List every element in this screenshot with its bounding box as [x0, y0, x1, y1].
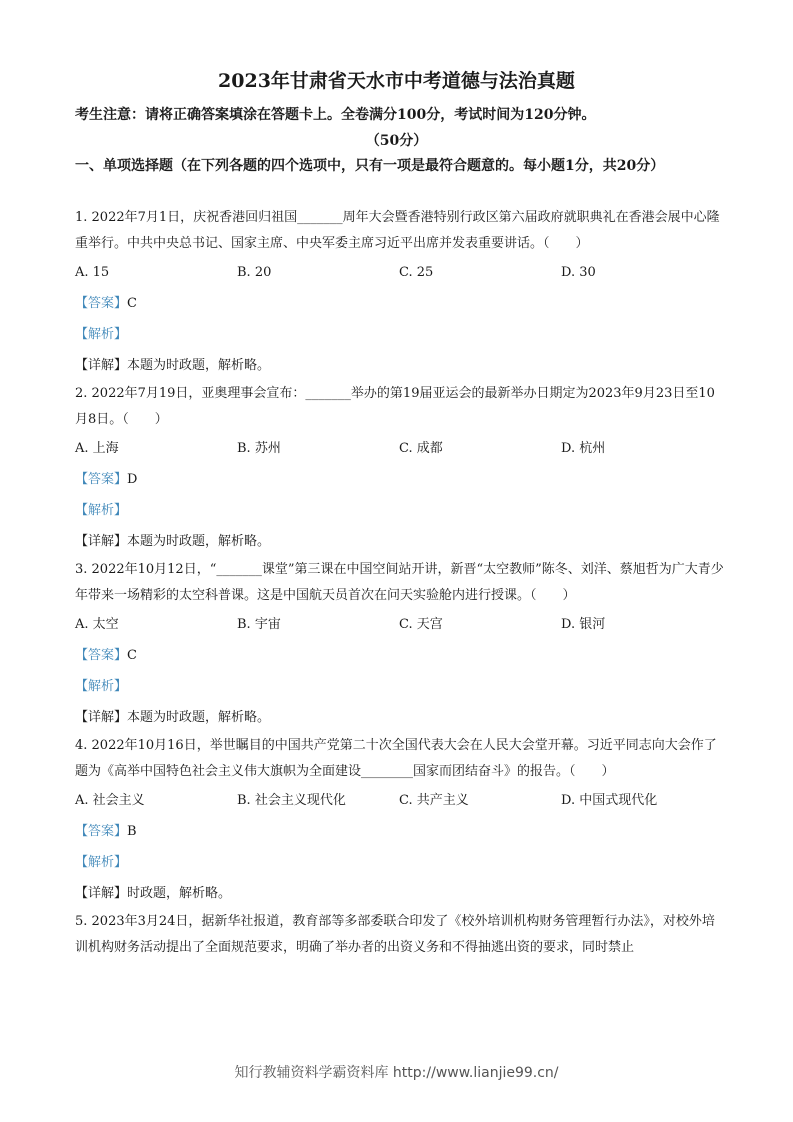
option-a: A. 15: [75, 265, 110, 280]
detail-row: [75, 878, 725, 909]
exam-notice: 考生注意：请将正确答案填涂在答题卡上。全卷满分100分，考试时间为120分钟。: [75, 107, 596, 123]
options-row: [75, 609, 725, 640]
answer-value: D: [127, 472, 138, 487]
section-score: （50分）: [365, 133, 428, 149]
option-c: C. 共产主义: [399, 793, 469, 808]
analysis-row: [75, 495, 725, 526]
option-a: A. 太空: [75, 617, 119, 632]
detail-label: 【详解】: [75, 886, 128, 901]
answer-label: 【答案】: [75, 648, 128, 663]
detail-row: [75, 526, 725, 557]
option-b: B. 宇宙: [237, 617, 281, 632]
analysis-label: 【解析】: [75, 679, 128, 694]
question-2: [75, 381, 725, 557]
option-c: C. 天宫: [399, 617, 443, 632]
detail-text: 本题为时政题，解析略。: [127, 710, 271, 725]
option-d: D. 30: [561, 265, 596, 280]
detail-text: 本题为时政题，解析略。: [127, 534, 271, 549]
question-stem: 5. 2023年3月24日，据新华社报道，教育部等多部委联合印发了《校外培训机构财务管理暂行办法》，对校外培训机构财务活动提出了全面规范要求，明确了举办者的出资义务和不得抽逃出资的要求，同时禁止: [75, 914, 715, 955]
answer-label: 【答案】: [75, 296, 128, 311]
answer-value: C: [127, 648, 137, 663]
option-d: D. 中国式现代化: [561, 793, 658, 808]
option-d: D. 银河: [561, 617, 606, 632]
options-row: [75, 433, 725, 464]
option-a: A. 社会主义: [75, 793, 145, 808]
question-5: [75, 909, 725, 961]
detail-label: 【详解】: [75, 358, 128, 373]
answer-row: [75, 816, 725, 847]
answer-value: B: [127, 824, 137, 839]
analysis-row: [75, 319, 725, 350]
question-1: [75, 205, 725, 381]
answer-row: [75, 288, 725, 319]
answer-label: 【答案】: [75, 472, 128, 487]
detail-text: 时政题，解析略。: [127, 886, 232, 901]
question-4: [75, 733, 725, 909]
option-c: C. 成都: [399, 441, 443, 456]
detail-label: 【详解】: [75, 710, 128, 725]
question-stem: 1. 2022年7月1日，庆祝香港回归祖国_______周年大会暨香港特别行政区第六届政府就职典礼在香港会展中心隆重举行。中共中央总书记、国家主席、中央军委主席习近平出席并发表重要讲话。（ ）: [75, 210, 720, 251]
answer-value: C: [127, 296, 137, 311]
detail-row: [75, 350, 725, 381]
answer-row: [75, 640, 725, 671]
detail-row: [75, 702, 725, 733]
page-title: 2023年甘肃省天水市中考道德与法治真题: [218, 70, 575, 92]
question-stem: 3. 2022年10月12日，“_______课堂”第三课在中国空间站开讲，新晋“太空教师”陈冬、刘洋、蔡旭哲为广大青少年带来一场精彩的太空科普课。这是中国航天员首次在问天实验舱内进行授课。（ ）: [75, 562, 724, 603]
analysis-label: 【解析】: [75, 503, 128, 518]
question-stem: 4. 2022年10月16日，举世瞩目的中国共产党第二十次全国代表大会在人民大会堂开幕。习近平同志向大会作了题为《高举中国特色社会主义伟大旗帜为全面建设________国家而团结奋斗》的报告。（ ）: [75, 738, 717, 779]
answer-row: [75, 464, 725, 495]
options-row: [75, 785, 725, 816]
analysis-label: 【解析】: [75, 855, 128, 870]
section-heading: 一、单项选择题（在下列各题的四个选项中，只有一项是最符合题意的。每小题1分，共20分）: [75, 158, 665, 174]
option-b: B. 社会主义现代化: [237, 793, 346, 808]
analysis-label: 【解析】: [75, 327, 128, 342]
options-row: [75, 257, 725, 288]
option-d: D. 杭州: [561, 441, 606, 456]
detail-label: 【详解】: [75, 534, 128, 549]
analysis-row: [75, 847, 725, 878]
option-a: A. 上海: [75, 441, 119, 456]
footer-watermark: 知行教辅资料学霸资料库 http://www.lianjie99.cn/: [234, 1065, 559, 1081]
option-b: B. 苏州: [237, 441, 281, 456]
option-b: B. 20: [237, 265, 272, 280]
option-c: C. 25: [399, 265, 434, 280]
detail-text: 本题为时政题，解析略。: [127, 358, 271, 373]
answer-label: 【答案】: [75, 824, 128, 839]
question-list: [75, 205, 725, 961]
question-3: [75, 557, 725, 733]
question-stem: 2. 2022年7月19日，亚奥理事会宣布：_______举办的第19届亚运会的最新举办日期定为2023年9月23日至10月8日。（ ）: [75, 386, 715, 427]
analysis-row: [75, 671, 725, 702]
